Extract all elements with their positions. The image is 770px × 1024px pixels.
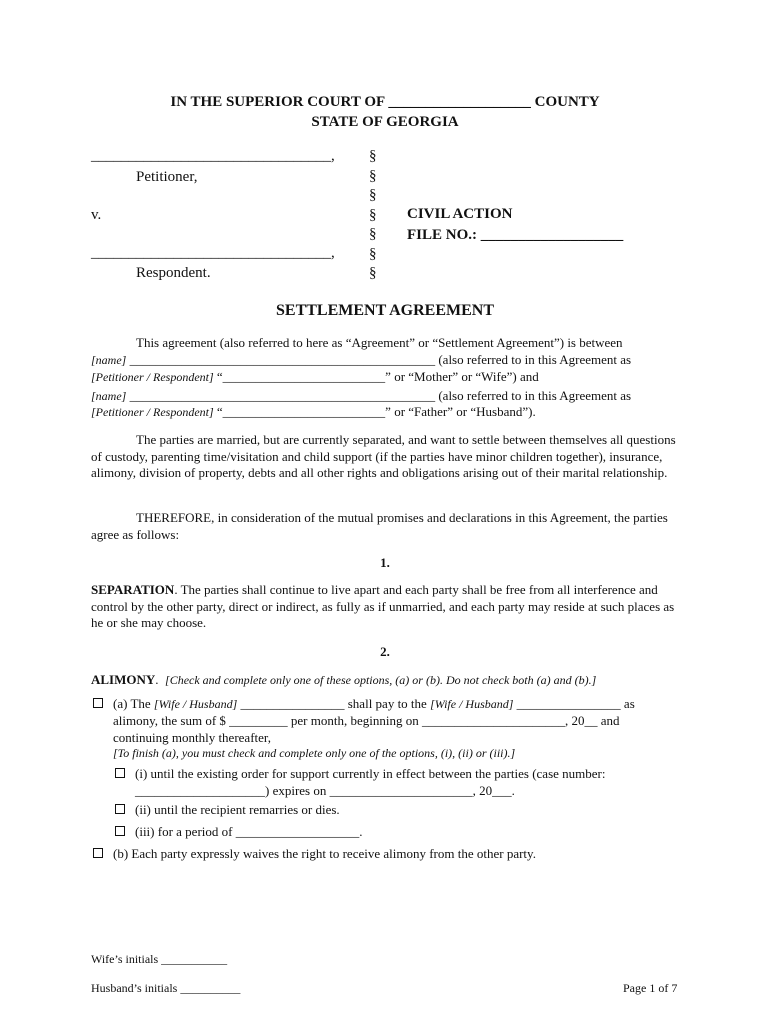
payee-tag: [Wife / Husband] (430, 697, 514, 711)
name-tag: [name] (91, 353, 127, 367)
alimony-heading: ALIMONY (91, 672, 156, 687)
party1-name-text: _______________________________________________ (also referred to in this Agreement as (126, 352, 632, 367)
versus-label: v. (91, 207, 102, 223)
option-a-line2[interactable]: alimony, the sum of $ _________ per month, beginning on ______________________, 20__ and (113, 713, 620, 728)
civil-action-label: CIVIL ACTION (407, 206, 513, 222)
party2-role-line[interactable] (91, 404, 536, 420)
party1-role-line[interactable] (91, 369, 539, 385)
therefore-paragraph: THEREFORE, in consideration of the mutual promises and declarations in this Agreement, the parties agree as follows: (91, 510, 668, 542)
option-i-line1: (i) until the existing order for support currently in effect between the parties (case number: (135, 766, 606, 781)
name-tag: [name] (91, 389, 127, 403)
separation-heading: SEPARATION (91, 582, 175, 597)
option-iii-checkbox[interactable] (115, 826, 125, 836)
party2-name-text: _______________________________________________ (also referred to in this Agreement as (126, 388, 632, 403)
option-i-line2[interactable]: ____________________) expires on ______________________, 20___. (135, 783, 515, 798)
section-symbol: § (369, 187, 377, 203)
option-ii-checkbox[interactable] (115, 804, 125, 814)
agreement-title: SETTLEMENT AGREEMENT (276, 302, 494, 319)
husband-initials-field[interactable]: Husband’s initials __________ (91, 981, 241, 995)
option-i-checkbox[interactable] (115, 768, 125, 778)
wife-initials-field[interactable]: Wife’s initials ___________ (91, 952, 228, 966)
page-number: Page 1 of 7 (623, 981, 678, 995)
parties-paragraph: The parties are married, but are currently separated, and want to settle between themselves all questions of custody, parenting time/visitation and child support (if the parties have minor children together), insurance, alimony, division of property, debts and all other rights and obligations arising out of their marital relationship. (91, 432, 676, 480)
alimony-instruction: [Check and complete only one of these options, (a) or (b). Do not check both (a) and (b).] (165, 673, 597, 687)
party2-name-line[interactable] (91, 388, 631, 404)
payer-tag: [Wife / Husband] (153, 697, 238, 711)
respondent-label: Respondent. (136, 265, 211, 281)
role-tag: [Petitioner / Respondent] (91, 405, 214, 419)
court-heading: IN THE SUPERIOR COURT OF ___________________ COUNTY (170, 94, 600, 110)
section-symbol: § (369, 265, 377, 281)
section-symbol: § (369, 168, 377, 184)
role-tag: [Petitioner / Respondent] (91, 370, 214, 384)
option-iii-text[interactable]: (iii) for a period of ___________________. (135, 824, 363, 839)
section-1-number: 1. (380, 555, 390, 570)
section-symbol: § (369, 226, 377, 242)
petitioner-name-blank[interactable]: ________________________________, (91, 148, 335, 164)
option-a-instruction: [To finish (a), you must check and complete only one of the options, (i), (ii) or (iii).] (113, 746, 516, 760)
option-a-prefix: (a) The (113, 696, 154, 711)
intro-line: This agreement (also referred to here as “Agreement” or “Settlement Agreement”) is between (136, 335, 623, 350)
section-2-number: 2. (380, 644, 390, 659)
section-symbol: § (369, 207, 377, 223)
state-heading: STATE OF GEORGIA (311, 114, 459, 130)
option-a-mid: ________________ shall pay to the (237, 696, 431, 711)
separation-paragraph (91, 582, 681, 632)
alimony-heading-line: ALIMONY. [Check and complete only one of these options, (a) or (b). Do not check both (a) and (b).] (91, 672, 597, 687)
option-a-line3: continuing monthly thereafter, (113, 730, 271, 745)
file-number-field[interactable]: FILE NO.: ___________________ (407, 227, 624, 243)
option-ii-text: (ii) until the recipient remarries or dies. (135, 802, 340, 817)
option-b-text: (b) Each party expressly waives the right to receive alimony from the other party. (113, 846, 536, 861)
respondent-name-blank[interactable]: ________________________________, (91, 245, 335, 261)
section-symbol: § (369, 246, 377, 262)
party1-name-line[interactable] (91, 352, 631, 368)
option-a-checkbox[interactable] (93, 698, 103, 708)
option-b-checkbox[interactable] (93, 848, 103, 858)
separation-text: . The parties shall continue to live apart and each party shall be free from all interference and control by the other party, direct or indirect, as fully as if unmarried, and each party may reside at such places as he or she may choose. (91, 582, 675, 630)
petitioner-label: Petitioner, (136, 169, 198, 185)
option-a-suffix: ________________ as (513, 696, 635, 711)
party1-role-text: “_________________________” or “Mother” or “Wife”) and (213, 369, 539, 384)
party2-role-text: “_________________________” or “Father” or “Husband”). (213, 404, 536, 419)
section-symbol: § (369, 148, 377, 164)
option-a-line1[interactable] (113, 696, 635, 712)
